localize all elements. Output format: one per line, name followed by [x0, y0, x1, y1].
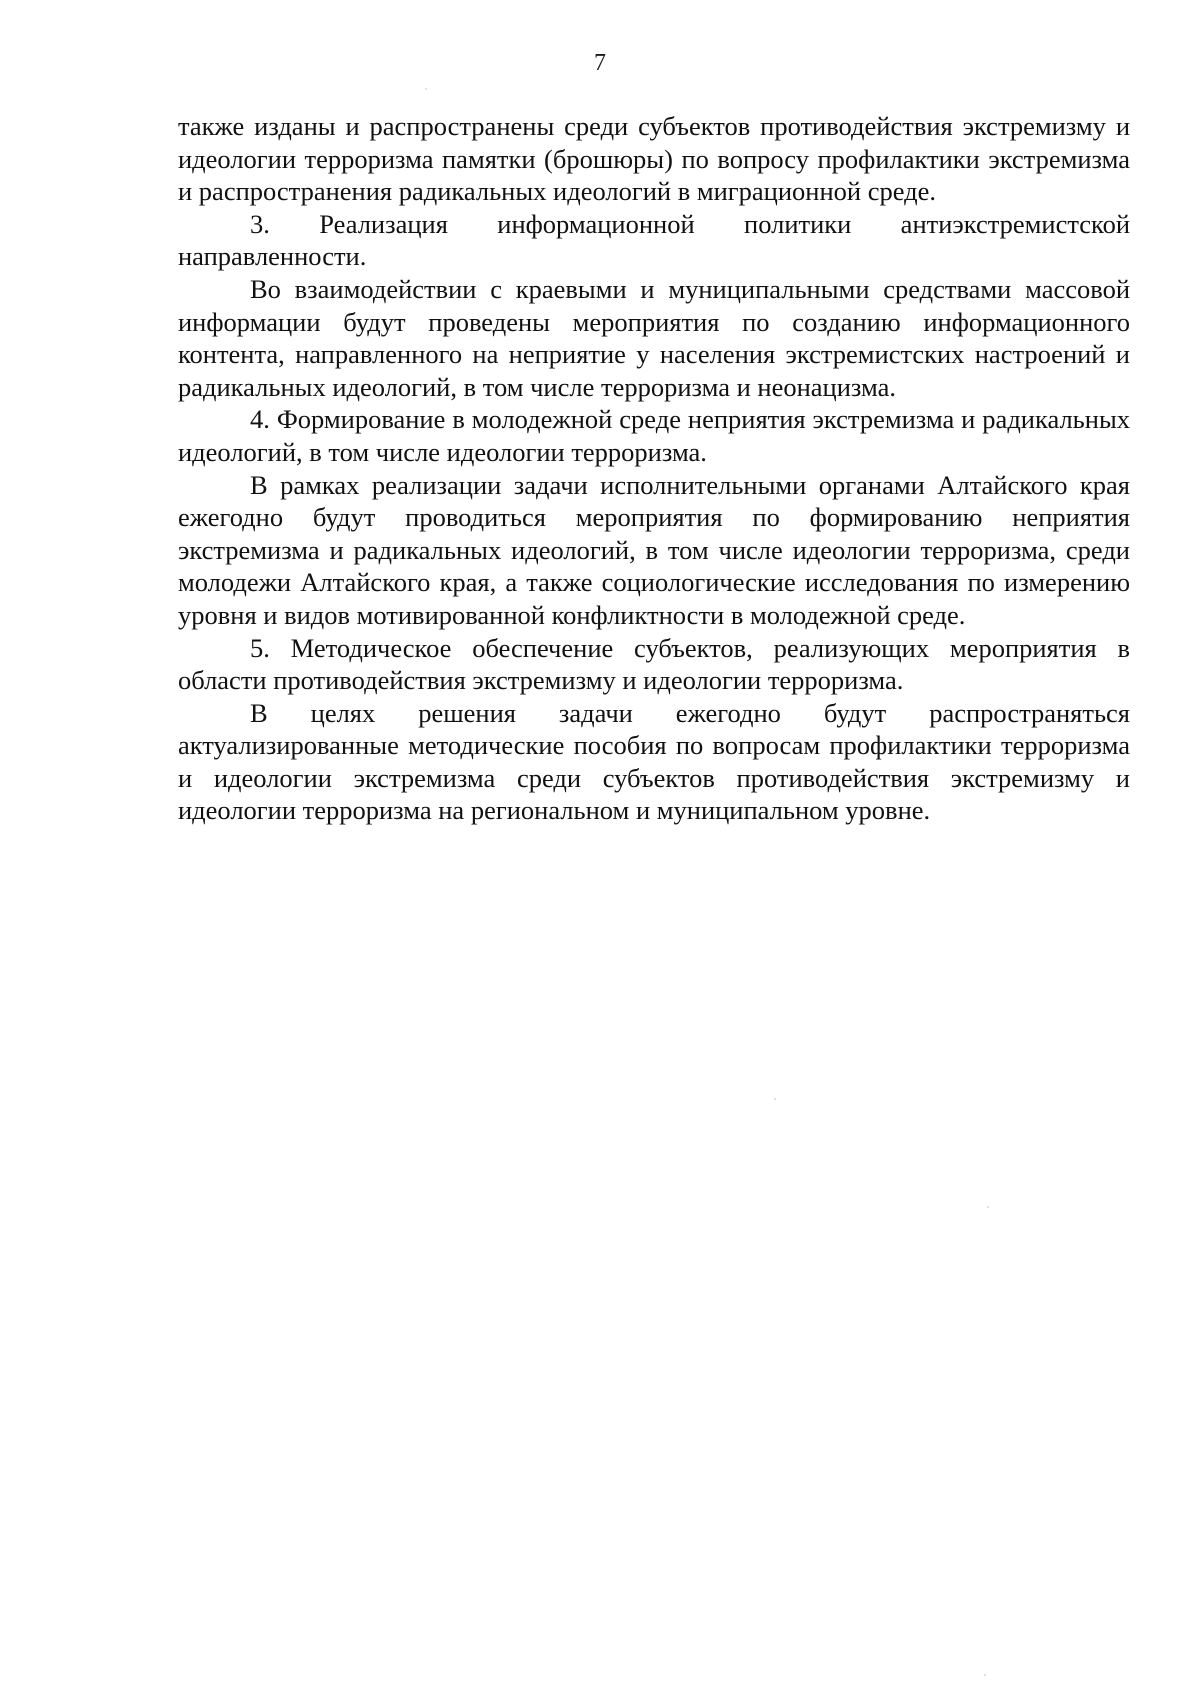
section-heading-3: 3. Реализация информационной политики антиэкстремистской направленности.: [178, 208, 1130, 272]
scan-speck: [774, 1098, 776, 1100]
document-body: [178, 110, 1130, 827]
scan-speck: [987, 1206, 989, 1208]
paragraph-media-cooperation: Во взаимодействии с краевыми и муниципальными средствами массовой информации будут проведены мероприятия по созданию информационного контента, направленного на неприятие у населения экстремистских настроений и радикальных идеологий, в том числе терроризма и неонацизма.: [178, 273, 1130, 402]
paragraph-continuation: также изданы и распространены среди субъектов противодействия экстремизму и идеологии терроризма памятки (брошюры) по вопросу профилактики экстремизма и распространения радикальных идеологий в миграционной среде.: [178, 111, 1130, 207]
scan-speck: [425, 88, 427, 90]
section-heading-4: 4. Формирование в молодежной среде неприятия экстремизма и радикальных идеологий, в том числе идеологии терроризма.: [178, 404, 1130, 467]
paragraph-youth-measures: В рамках реализации задачи исполнительными органами Алтайского края ежегодно будут проводиться мероприятия по формированию неприятия экстремизма и радикальных идеологий, в том числе идеологии терроризма, среди молодежи Алтайского края, а также социологические исследования по измерению уровня и видов мотивированной конфликтности в молодежной среде.: [178, 469, 1130, 630]
page-number: 7: [594, 50, 606, 76]
section-heading-5: 5. Методическое обеспечение субъектов, реализующих мероприятия в области противодействия экстремизму и идеологии терроризма.: [178, 632, 1130, 696]
paragraph-methodical-support: В целях решения задачи ежегодно будут распространяться актуализированные методические пособия по вопросам профилактики терроризма и идеологии экстремизма среди субъектов противодействия экстремизму и идеологии терроризма на региональном и муниципальном уровне.: [178, 697, 1130, 826]
scan-speck: [984, 1674, 986, 1676]
